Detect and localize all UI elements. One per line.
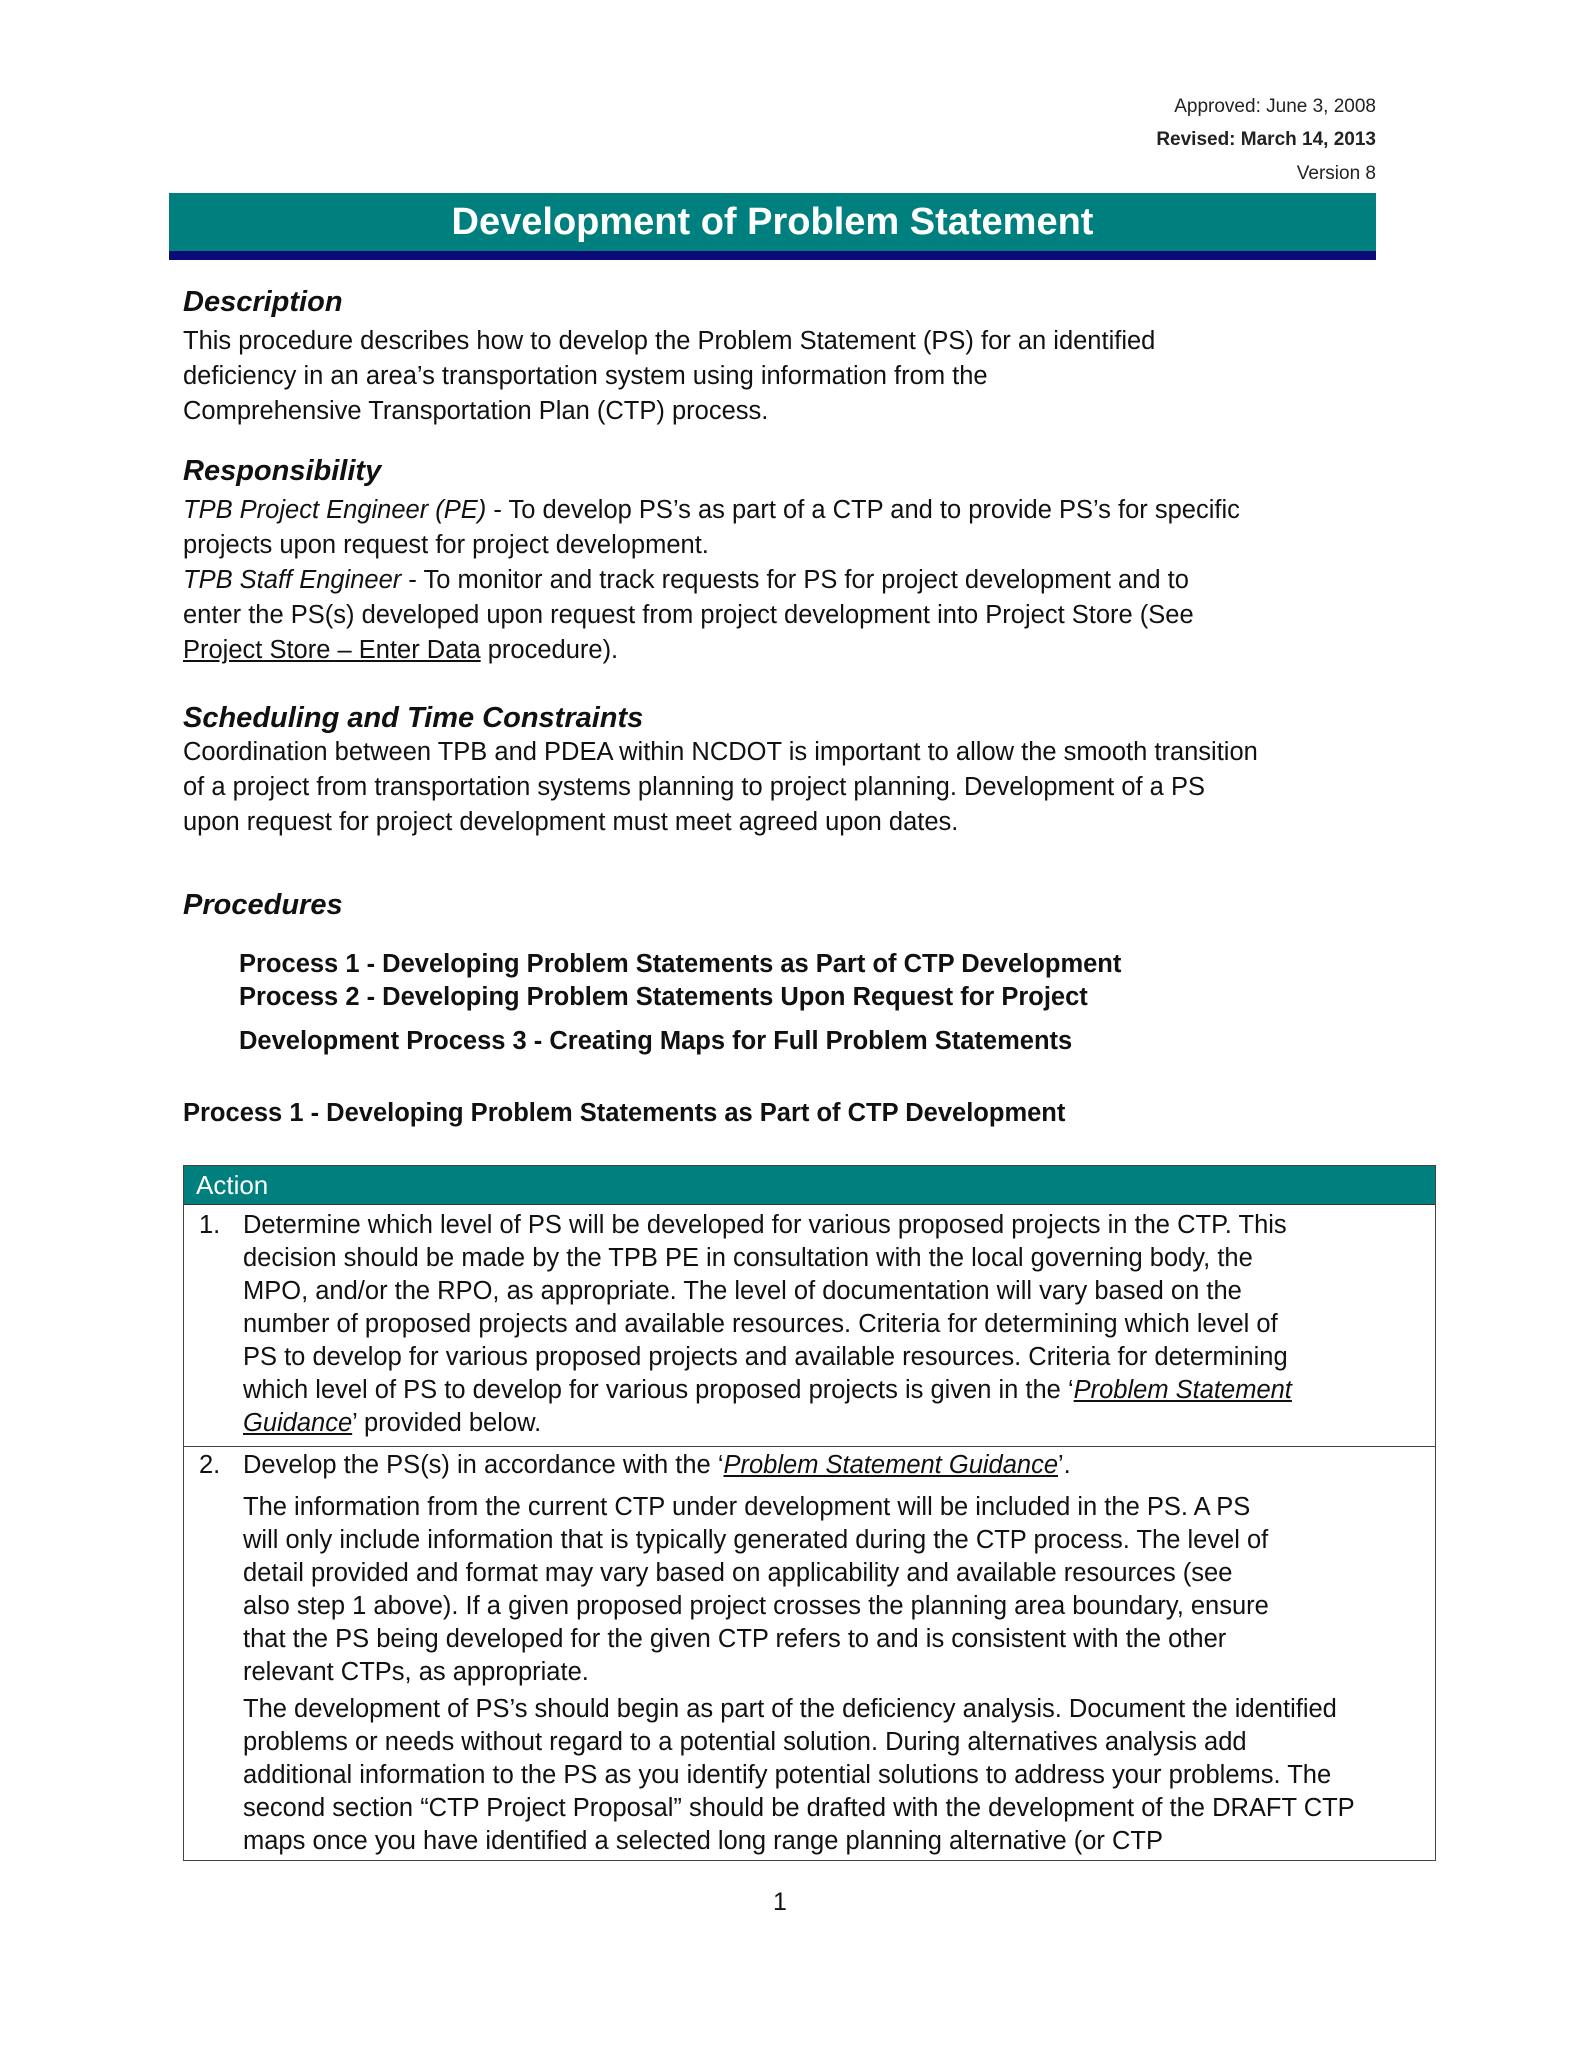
text-line: deficiency in an area’s transportation system using information from the	[183, 362, 988, 390]
text-line: MPO, and/or the RPO, as appropriate. The level of documentation will vary based on the	[243, 1277, 1242, 1305]
procedure-item[interactable]: Process 1 - Developing Problem Statements as Part of CTP Development	[239, 950, 1122, 978]
project-store-link[interactable]: Project Store – Enter Data	[183, 636, 481, 664]
table-row	[184, 1447, 1435, 1860]
revised-date: Revised: March 14, 2013	[1156, 129, 1376, 150]
guidance-link[interactable]: Problem Statement Guidance	[723, 1451, 1059, 1479]
text-line: Comprehensive Transportation Plan (CTP) process.	[183, 397, 769, 425]
table-header: Action	[184, 1166, 1435, 1205]
staff-role: TPB Staff Engineer	[183, 566, 402, 594]
text-line: second section “CTP Project Proposal” should be drafted with the development of the DRAFT CTP	[243, 1794, 1355, 1822]
page-number: 1	[773, 1888, 787, 1916]
pe-role: TPB Project Engineer (PE)	[183, 496, 487, 524]
responsibility-text	[183, 493, 1393, 668]
staff-text: - To monitor and track requests for PS for project development and to	[401, 566, 1189, 594]
title-rule	[169, 251, 1376, 260]
procedure-item[interactable]: Process 2 - Developing Problem Statements Upon Request for Project	[239, 983, 1088, 1011]
procedures-heading: Procedures	[183, 889, 343, 921]
text-line: that the PS being developed for the given CTP refers to and is consistent with the other	[243, 1625, 1227, 1653]
text-line: detail provided and format may vary based on applicability and available resources (see	[243, 1559, 1233, 1587]
text-line: upon request for project development must meet agreed upon dates.	[183, 808, 959, 836]
staff-text: procedure).	[480, 636, 619, 664]
responsibility-heading: Responsibility	[183, 455, 382, 487]
text-line: The development of PS’s should begin as part of the deficiency analysis. Document the identified	[243, 1695, 1337, 1723]
text-line: ’.	[1058, 1451, 1071, 1479]
description-text	[183, 324, 1393, 429]
text-line: The information from the current CTP under development will be included in the PS. A PS	[243, 1493, 1251, 1521]
guidance-link[interactable]: Problem Statement	[1073, 1376, 1292, 1404]
version: Version 8	[1296, 163, 1376, 184]
text-line: will only include information that is typically generated during the CTP process. The level of	[243, 1526, 1269, 1554]
paragraph	[243, 1491, 1419, 1689]
text-line: decision should be made by the TPB PE in consultation with the local governing body, the	[243, 1244, 1253, 1272]
guidance-link[interactable]: Guidance	[243, 1409, 353, 1437]
pe-text: - To develop PS’s as part of a CTP and to provide PS’s for specific	[486, 496, 1240, 524]
staff-text: enter the PS(s) developed upon request from project development into Project Store (See	[183, 601, 1194, 629]
text-line: which level of PS to develop for various proposed projects is given in the ‘	[243, 1376, 1074, 1404]
step-number: 1.	[199, 1211, 221, 1239]
text-line: PS to develop for various proposed projects and available resources. Criteria for determining	[243, 1343, 1288, 1371]
text-line: ’ provided below.	[352, 1409, 542, 1437]
action-table	[183, 1165, 1436, 1861]
text-line: Develop the PS(s) in accordance with the ‘	[243, 1451, 724, 1479]
text-line: number of proposed projects and available resources. Criteria for determining which level of	[243, 1310, 1278, 1338]
approved-date: Approved: June 3, 2008	[1174, 96, 1376, 117]
text-line: maps once you have identified a selected long range planning alternative (or CTP	[243, 1827, 1163, 1855]
text-line: Determine which level of PS will be developed for various proposed projects in the CTP. This	[243, 1211, 1287, 1239]
paragraph	[243, 1693, 1419, 1858]
text-line: relevant CTPs, as appropriate.	[243, 1658, 589, 1686]
description-heading: Description	[183, 286, 343, 318]
text-line: of a project from transportation systems planning to project planning. Development of a PS	[183, 773, 1205, 801]
pe-text: projects upon request for project development.	[183, 531, 709, 559]
text-line: problems or needs without regard to a potential solution. During alternatives analysis add	[243, 1728, 1247, 1756]
scheduling-heading: Scheduling and Time Constraints	[183, 702, 644, 734]
step-number: 2.	[199, 1451, 221, 1479]
scheduling-text	[183, 735, 1393, 840]
page-title: Development of Problem Statement	[169, 193, 1376, 251]
text-line: additional information to the PS as you identify potential solutions to address your problems. The	[243, 1761, 1332, 1789]
process1-heading: Process 1 - Developing Problem Statements as Part of CTP Development	[183, 1099, 1066, 1127]
procedure-item[interactable]: Development Process 3 - Creating Maps for Full Problem Statements	[239, 1027, 1073, 1055]
text-line: This procedure describes how to develop the Problem Statement (PS) for an identified	[183, 327, 1156, 355]
table-row	[184, 1205, 1435, 1447]
text-line: also step 1 above). If a given proposed project crosses the planning area boundary, ensure	[243, 1592, 1269, 1620]
text-line: Coordination between TPB and PDEA within NCDOT is important to allow the smooth transition	[183, 738, 1258, 766]
